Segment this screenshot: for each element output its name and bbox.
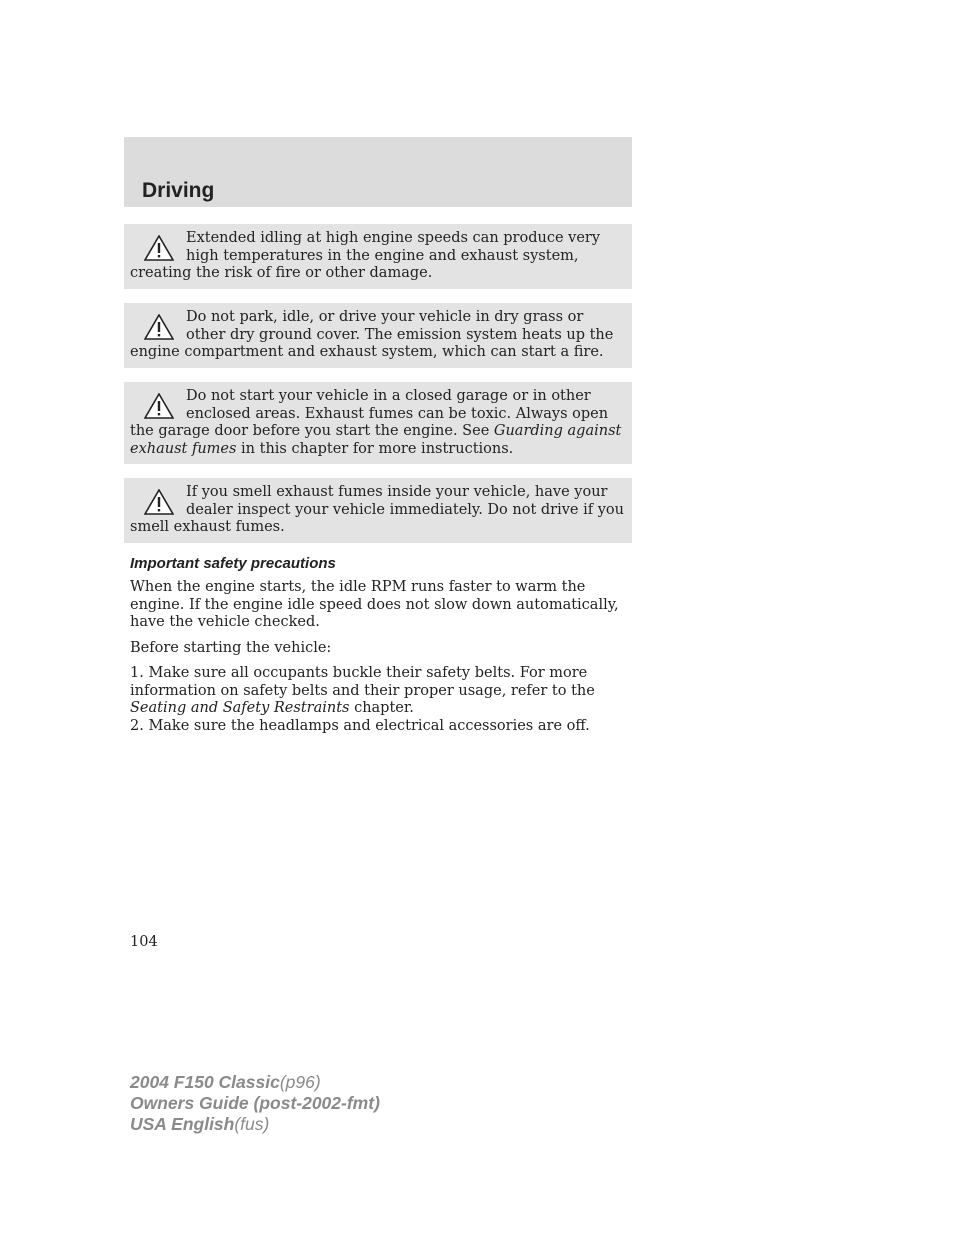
step-2: 2. Make sure the headlamps and electrical accessories are off. (130, 718, 590, 734)
step-text: 1. Make sure all occupants buckle their safety belts. For more information on safety belts and their proper usage, refer to the (130, 665, 595, 699)
warning-box-dry-grass (124, 303, 632, 368)
section-heading: Important safety precautions (130, 555, 336, 572)
page-number: 104 (130, 934, 158, 950)
cross-reference-link: Seating and Safety Restraints (130, 700, 350, 716)
cross-reference-link: Guarding against exhaust fumes (130, 423, 622, 457)
warning-box-exhaust-smell (124, 478, 632, 543)
warning-triangle-icon (144, 393, 174, 419)
chapter-header (124, 137, 632, 207)
warning-text: Extended idling at high engine speeds can produce very high temperatures in the engine and exhaust system, creating the risk of fire or other damage. (130, 230, 601, 281)
warning-triangle-icon (144, 314, 174, 340)
warning-triangle-icon (144, 489, 174, 515)
step-1 (130, 665, 632, 718)
warning-text: Do not park, idle, or drive your vehicle in dry grass or other dry ground cover. The emission system heats up the engine compartment and exhaust system, which can start a fire. (130, 309, 614, 360)
footer-language: USA English (130, 1114, 235, 1134)
warning-box-closed-garage (124, 382, 632, 464)
document-footer (130, 1072, 380, 1135)
warning-text: If you smell exhaust fumes inside your vehicle, have your dealer inspect your vehicle immediately. Do not drive if you smell exhaust fumes. (130, 484, 624, 535)
footer-language-code: (fus) (234, 1114, 270, 1134)
paragraph-before-starting: Before starting the vehicle: (130, 640, 332, 656)
footer-model: 2004 F150 Classic (130, 1072, 280, 1092)
footer-page-code: (p96) (279, 1072, 321, 1092)
warning-text: in this chapter for more instructions. (236, 440, 514, 457)
warning-box-idling (124, 224, 632, 289)
warning-text: Do not start your vehicle in a closed garage or in other enclosed areas. Exhaust fumes can be toxic. Always open the garage door before you start the engine. See (130, 388, 609, 439)
paragraph-idle-rpm: When the engine starts, the idle RPM runs faster to warm the engine. If the engine idle speed does not slow down automatically, have the vehicle checked. (130, 579, 619, 630)
footer-guide: Owners Guide (post-2002-fmt) (130, 1093, 380, 1113)
warning-triangle-icon (144, 235, 174, 261)
step-text: chapter. (349, 700, 414, 716)
chapter-title: Driving (142, 179, 215, 202)
